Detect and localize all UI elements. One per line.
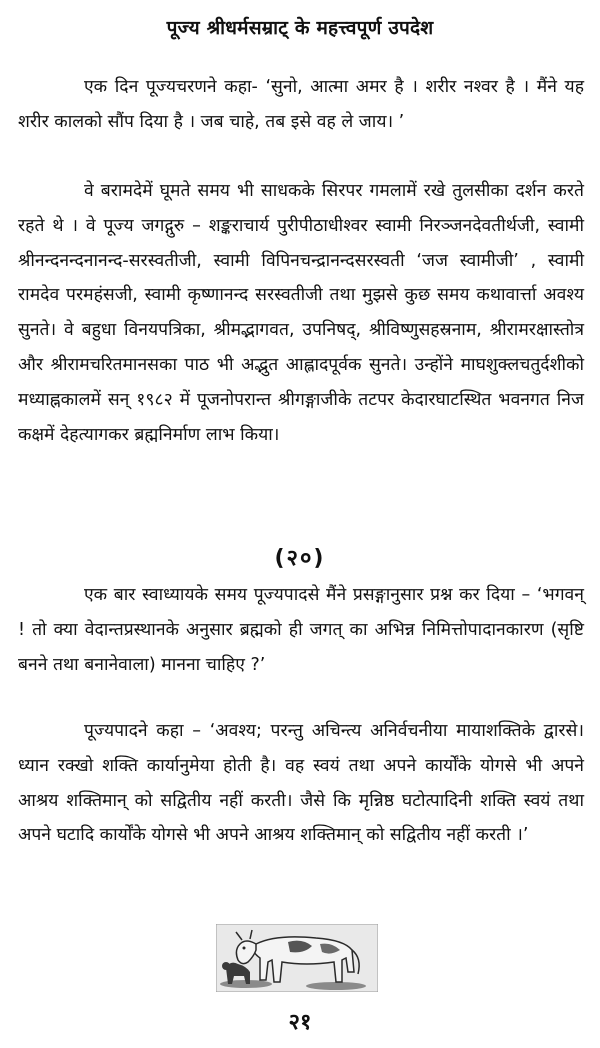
paragraph-1: एक दिन पूज्यचरणने कहा- ‘सुनो, आत्मा अमर है । शरीर नश्वर है । मैंने यह शरीर कालको सौंप दिया है । जब चाहे, तब इसे वह ले जाय। ’ bbox=[18, 77, 584, 132]
paragraph-4: पूज्यपादने कहा – ‘अवश्य; परन्तु अचिन्त्य अनिर्वचनीया मायाशक्तिके द्वारसे। ध्यान रक्खो शक्ति कार्यानुमेया होती है। वह स्वयं तथा अपने कार्योंके योगसे भी अपने आश्रय शक्तिमान् को सद्वितीय नहीं करती। जैसे कि मृन्निष्ठ घटोत्पादिनी शक्ति स्वयं तथा अपने घटादि कार्योंके योगसे भी अपने आश्रय शक्तिमान् को सद्वितीय नहीं करती ।’ bbox=[18, 721, 584, 846]
cow-with-calf-icon bbox=[216, 924, 378, 992]
page-number: २१ bbox=[288, 1010, 312, 1035]
page-header-title: पूज्य श्रीधर्मसम्राट् के महत्त्वपूर्ण उपदेश bbox=[166, 17, 434, 39]
paragraph-2: वे बरामदेमें घूमते समय भी साधकके सिरपर गमलामें रखे तुलसीका दर्शन करते रहते थे । वे पूज्य जगद्गुरु – शङ्कराचार्य पुरीपीठाधीश्वर स्वामी निरञ्जनदेवतीर्थजी, स्वामी श्रीनन्दनन्दनानन्द-सरस्वतीजी, स्वामी विपिनचन्द्रानन्दसरस्वती ‘जज स्वामीजी’ , स्वामी रामदेव परमहंसजी, स्वामी कृष्णानन्द सरस्वतीजी तथा मुझसे कुछ समय कथावार्त्ता अवश्य सुनते। वे बहुधा विनयपत्रिका, श्रीमद्भागवत, उपनिषद्, श्रीविष्णुसहस्रनाम, श्रीरामरक्षास्तोत्र और श्रीरामचरितमानसका पाठ भी अद्भुत आह्लादपूर्वक सुनते। उन्होंने माघशुक्लचतुर्दशीको मध्याह्नकालमें सन् १९८२ में पूजनोपरान्त श्रीगङ्गाजीके तटपर केदारघाटस्थित भवनगत निज कक्षमें देहत्यागकर ब्रह्मनिर्माण लाभ किया। bbox=[18, 181, 584, 445]
paragraph-3: एक बार स्वाध्यायके समय पूज्यपादसे मैंने प्रसङ्गानुसार प्रश्न कर दिया – ‘भगवन् ! तो क्या वेदान्तप्रस्थानके अनुसार ब्रह्मको ही जगत् का अभिन्न निमित्तोपादानकारण (सृष्टि बनने तथा बनानेवाला) मानना चाहिए ?’ bbox=[18, 585, 584, 675]
section-number: (२०) bbox=[274, 546, 326, 571]
